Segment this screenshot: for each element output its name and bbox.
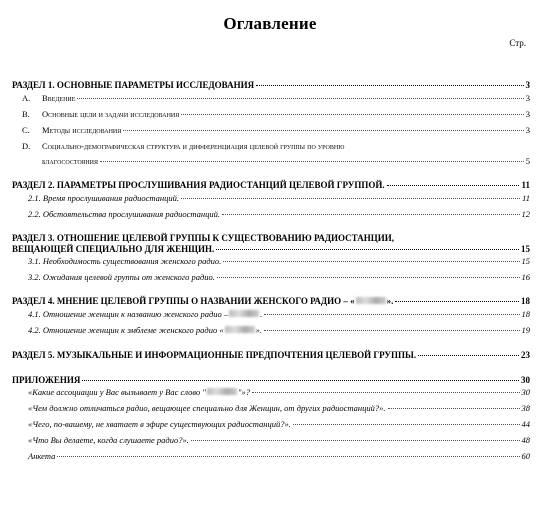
section-label: РАЗДЕЛ 3. ОТНОШЕНИЕ ЦЕЛЕВОЙ ГРУППЫ К СУЩЕСТВОВАНИЮ РАДИОСТАНЦИИ, <box>12 233 394 243</box>
item-label-end: "»? <box>237 387 250 397</box>
item-page: 3 <box>525 93 530 103</box>
toc-appendix-2[interactable] <box>12 403 530 414</box>
section-page: 30 <box>521 375 530 385</box>
item-letter: D. <box>22 141 31 151</box>
leader-dots <box>216 249 519 250</box>
toc-item-1c[interactable] <box>12 125 530 136</box>
leader-dots <box>181 198 520 199</box>
leader-dots <box>123 130 523 131</box>
section-label: РАЗДЕЛ 1. ОСНОВНЫЕ ПАРАМЕТРЫ ИССЛЕДОВАНИЯ <box>12 80 255 90</box>
toc-item-1d[interactable] <box>12 141 530 167</box>
item-label: 4.2. Отношение женщин к эмблеме женского радио « <box>28 325 224 335</box>
redacted-name <box>225 326 255 333</box>
item-label-continued: благосостояния <box>42 156 98 166</box>
toc-appendix-5[interactable] <box>12 451 530 462</box>
leader-dots <box>264 314 519 315</box>
toc-section-4[interactable] <box>12 296 530 307</box>
item-label: 2.1. Время прослушивания радиостанций. <box>28 193 180 203</box>
item-label: «Какие ассоциации у Вас вызывает у Вас слово " <box>28 387 206 397</box>
section-page: 23 <box>521 350 530 360</box>
item-page: 3 <box>525 109 530 119</box>
section-page: 15 <box>521 244 530 254</box>
item-page: 19 <box>521 325 530 335</box>
section-label: РАЗДЕЛ 2. ПАРАМЕТРЫ ПРОСЛУШИВАНИЯ РАДИОСТАНЦИЙ ЦЕЛЕВОЙ ГРУППОЙ. <box>12 180 385 190</box>
toc-item-1b[interactable] <box>12 109 530 120</box>
item-label: «Чего, по-вашему, не хватает в эфире существующих радиостанций?». <box>28 419 291 429</box>
redacted-name <box>207 388 237 395</box>
item-label: 3.2. Ожидания целевой группы от женского радио. <box>28 272 215 282</box>
toc-section-3[interactable] <box>12 233 530 255</box>
item-page: 16 <box>521 272 530 282</box>
leader-dots <box>387 185 520 186</box>
item-label: Социально-демографическая структура и дифференциация целевой группы по уровню <box>42 141 345 151</box>
redacted-name <box>229 310 259 317</box>
item-page: 3 <box>525 125 530 135</box>
leader-dots <box>395 301 519 302</box>
leader-dots <box>217 277 520 278</box>
leader-dots <box>82 380 519 381</box>
toc-appendix-1[interactable] <box>12 387 530 398</box>
leader-dots <box>77 98 523 99</box>
leader-dots <box>181 114 523 115</box>
item-page: 30 <box>521 387 530 397</box>
item-label: 2.2. Обстоятельства прослушивания радиостанций. <box>28 209 221 219</box>
item-label: 4.1. Отношение женщин к названию женского радио – <box>28 309 229 319</box>
item-label: Анкета <box>28 451 56 461</box>
toc-section-5[interactable] <box>12 350 530 361</box>
leader-dots <box>388 408 520 409</box>
toc-item-3-2[interactable] <box>12 272 530 283</box>
item-page: 15 <box>521 256 530 266</box>
leader-dots <box>293 424 520 425</box>
page-title: Оглавление <box>223 14 317 33</box>
leader-dots <box>256 85 523 86</box>
leader-dots <box>223 261 519 262</box>
toc-section-1[interactable] <box>12 80 530 91</box>
item-letter: C. <box>22 125 30 135</box>
item-label: «Что Вы делаете, когда слушаете радио?». <box>28 435 189 445</box>
toc-appendix-4[interactable] <box>12 435 530 446</box>
item-page: 48 <box>521 435 530 445</box>
toc-item-1a[interactable] <box>12 93 530 104</box>
item-label-end: ». <box>255 325 262 335</box>
leader-dots <box>418 355 519 356</box>
leader-dots <box>100 161 524 162</box>
item-page: 18 <box>521 309 530 319</box>
table-of-contents <box>12 80 530 462</box>
item-letter: A. <box>22 93 31 103</box>
item-letter: B. <box>22 109 30 119</box>
item-label: «Чем должно отличаться радио, вещающее специально для Женщин, от других радиостанций?». <box>28 403 386 413</box>
item-label: Введение <box>42 93 76 103</box>
section-page: 3 <box>525 80 530 90</box>
item-page: 11 <box>522 193 530 203</box>
toc-item-2-2[interactable] <box>12 209 530 220</box>
leader-dots <box>57 456 519 457</box>
item-page: 5 <box>525 156 530 166</box>
item-page: 60 <box>521 451 530 461</box>
section-label: РАЗДЕЛ 4. МНЕНИЕ ЦЕЛЕВОЙ ГРУППЫ О НАЗВАНИИ ЖЕНСКОГО РАДИО – « <box>12 296 355 306</box>
leader-dots <box>252 392 520 393</box>
item-label: Методы исследования <box>42 125 122 135</box>
toc-item-2-1[interactable] <box>12 193 530 204</box>
toc-appendix-3[interactable] <box>12 419 530 430</box>
section-page: 11 <box>521 180 530 190</box>
section-page: 18 <box>521 296 530 306</box>
toc-item-4-1[interactable] <box>12 309 530 320</box>
page-column-label: Стр. <box>509 38 526 48</box>
toc-item-3-1[interactable] <box>12 256 530 267</box>
redacted-name <box>356 297 386 304</box>
item-page: 44 <box>521 419 530 429</box>
section-label-end: ». <box>386 296 394 306</box>
leader-dots <box>191 440 520 441</box>
toc-section-2[interactable] <box>12 180 530 191</box>
section-label: ПРИЛОЖЕНИЯ <box>12 375 81 385</box>
item-page: 12 <box>521 209 530 219</box>
leader-dots <box>222 214 519 215</box>
item-label: Основные цели и задачи исследования <box>42 109 180 119</box>
item-label: 3.1. Необходимость существования женского радио. <box>28 256 222 266</box>
toc-item-4-2[interactable] <box>12 325 530 336</box>
toc-appendices[interactable] <box>12 375 530 386</box>
item-page: 38 <box>521 403 530 413</box>
section-label-continued: ВЕЩАЮЩЕЙ СПЕЦИАЛЬНО ДЛЯ ЖЕНЩИН. <box>12 244 215 254</box>
leader-dots <box>264 330 520 331</box>
item-label-end: . <box>260 309 263 319</box>
section-label: РАЗДЕЛ 5. МУЗЫКАЛЬНЫЕ И ИНФОРМАЦИОННЫЕ ПРЕДПОЧТЕНИЯ ЦЕЛЕВОЙ ГРУППЫ. <box>12 350 417 360</box>
